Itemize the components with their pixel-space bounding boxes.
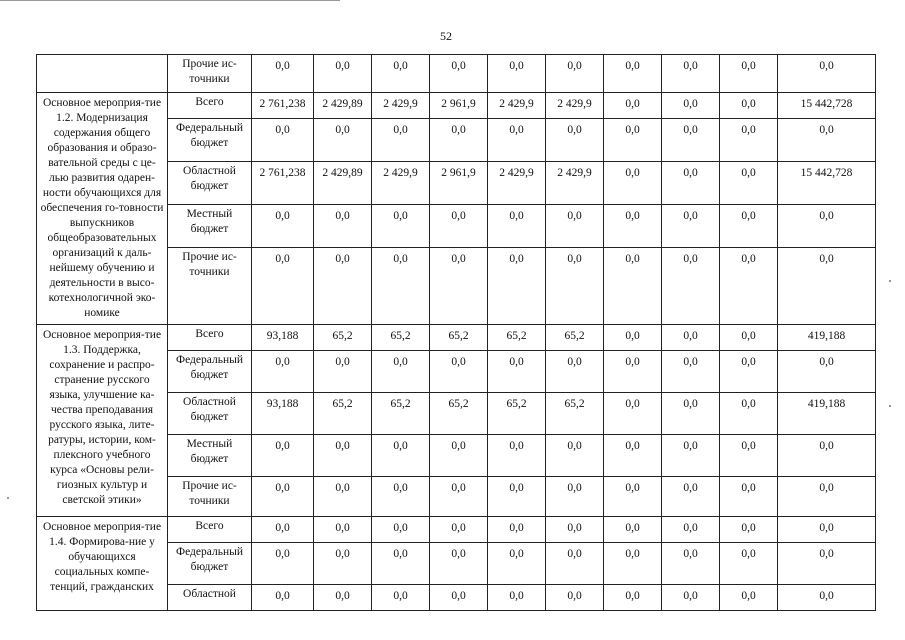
amount-cell: 65,2 <box>314 325 372 351</box>
amount-cell: 65,2 <box>546 393 604 435</box>
amount-cell: 0,0 <box>430 517 488 543</box>
amount-cell: 0,0 <box>488 585 546 611</box>
amount-cell: 0,0 <box>720 477 778 517</box>
amount-cell: 0,0 <box>604 162 662 205</box>
amount-cell: 0,0 <box>488 119 546 162</box>
amount-cell: 0,0 <box>662 543 720 585</box>
amount-cell: 0,0 <box>488 55 546 93</box>
amount-cell: 0,0 <box>720 55 778 93</box>
amount-cell: 0,0 <box>720 325 778 351</box>
amount-cell: 2 761,238 <box>252 93 314 119</box>
amount-cell: 0,0 <box>546 55 604 93</box>
activity-cell: Основное мероприя-тие 1.3. Поддержка, сохранение и распро-странение русского языка, улучшение ка-чества преподавания русского языка, лите-ратуры, истории, ком-плексного учебного курса «Основы рели-гиозных культур и светской этики» <box>37 325 168 517</box>
amount-cell: 0,0 <box>778 247 876 324</box>
activity-cell: Основное мероприя-тие 1.2. Модернизация содержания общего образования и образо-вательной среды с це-лью развития одарен-ности обучающихся для обеспечения го-товности выпускников общеобразовательных организаций к даль-нейшему обучению и деятельности в высо-котехнологичной эко-номике <box>37 93 168 325</box>
amount-cell: 0,0 <box>720 393 778 435</box>
table-row <box>37 517 876 543</box>
amount-cell: 0,0 <box>252 585 314 611</box>
amount-cell: 2 429,9 <box>546 162 604 205</box>
amount-cell: 0,0 <box>604 119 662 162</box>
amount-cell: 0,0 <box>372 477 430 517</box>
amount-cell: 0,0 <box>314 477 372 517</box>
amount-cell: 15 442,728 <box>778 93 876 119</box>
amount-cell: 0,0 <box>778 543 876 585</box>
amount-cell: 0,0 <box>314 247 372 324</box>
amount-cell: 419,188 <box>778 393 876 435</box>
table-body <box>37 55 876 611</box>
amount-cell: 0,0 <box>252 543 314 585</box>
amount-cell: 2 429,89 <box>314 93 372 119</box>
amount-cell: 0,0 <box>604 204 662 247</box>
funding-source-cell: Федеральный бюджет <box>168 543 252 585</box>
table-row <box>37 325 876 351</box>
funding-source-cell: Всего <box>168 517 252 543</box>
amount-cell: 65,2 <box>430 393 488 435</box>
amount-cell: 0,0 <box>488 517 546 543</box>
amount-cell: 0,0 <box>778 351 876 393</box>
funding-source-cell: Федеральный бюджет <box>168 119 252 162</box>
amount-cell: 0,0 <box>372 204 430 247</box>
amount-cell: 0,0 <box>252 247 314 324</box>
amount-cell: 2 429,9 <box>488 162 546 205</box>
amount-cell: 0,0 <box>546 204 604 247</box>
amount-cell: 0,0 <box>662 247 720 324</box>
amount-cell: 0,0 <box>314 204 372 247</box>
amount-cell: 0,0 <box>662 162 720 205</box>
amount-cell: 0,0 <box>372 351 430 393</box>
amount-cell: 0,0 <box>604 55 662 93</box>
amount-cell: 0,0 <box>778 204 876 247</box>
amount-cell: 65,2 <box>488 393 546 435</box>
amount-cell: 0,0 <box>372 543 430 585</box>
amount-cell: 0,0 <box>604 585 662 611</box>
amount-cell: 65,2 <box>372 325 430 351</box>
funding-source-cell: Областной бюджет <box>168 393 252 435</box>
amount-cell: 0,0 <box>604 435 662 477</box>
amount-cell: 0,0 <box>252 204 314 247</box>
funding-source-cell: Прочие ис-точники <box>168 477 252 517</box>
amount-cell: 65,2 <box>372 393 430 435</box>
funding-source-cell: Прочие ис-точники <box>168 247 252 324</box>
amount-cell: 0,0 <box>430 435 488 477</box>
amount-cell: 0,0 <box>252 351 314 393</box>
amount-cell: 2 429,9 <box>372 162 430 205</box>
funding-source-cell: Местный бюджет <box>168 204 252 247</box>
amount-cell: 0,0 <box>720 93 778 119</box>
scan-mark <box>889 280 891 282</box>
amount-cell: 65,2 <box>546 325 604 351</box>
scan-mark <box>7 497 9 499</box>
amount-cell: 0,0 <box>778 435 876 477</box>
amount-cell: 0,0 <box>720 162 778 205</box>
amount-cell: 0,0 <box>604 247 662 324</box>
amount-cell: 0,0 <box>252 435 314 477</box>
amount-cell: 0,0 <box>778 477 876 517</box>
amount-cell: 0,0 <box>488 543 546 585</box>
amount-cell: 0,0 <box>720 435 778 477</box>
amount-cell: 65,2 <box>430 325 488 351</box>
amount-cell: 65,2 <box>314 393 372 435</box>
amount-cell: 93,188 <box>252 393 314 435</box>
budget-table <box>36 54 876 611</box>
amount-cell: 0,0 <box>372 55 430 93</box>
funding-source-cell: Областной <box>168 585 252 611</box>
funding-source-cell: Областной бюджет <box>168 162 252 205</box>
amount-cell: 0,0 <box>252 55 314 93</box>
amount-cell: 0,0 <box>430 119 488 162</box>
activity-cell-empty <box>37 55 168 93</box>
amount-cell: 0,0 <box>546 477 604 517</box>
table-row <box>37 93 876 119</box>
amount-cell: 0,0 <box>778 517 876 543</box>
amount-cell: 0,0 <box>604 517 662 543</box>
amount-cell: 0,0 <box>546 351 604 393</box>
amount-cell: 0,0 <box>372 517 430 543</box>
amount-cell: 0,0 <box>778 585 876 611</box>
amount-cell: 0,0 <box>488 477 546 517</box>
amount-cell: 0,0 <box>488 435 546 477</box>
activity-cell: Основное мероприя-тие 1.4. Формирова-ние у обучающихся социальных компе-тенций, гражданских <box>37 517 168 611</box>
amount-cell: 0,0 <box>662 93 720 119</box>
amount-cell: 0,0 <box>314 55 372 93</box>
amount-cell: 2 761,238 <box>252 162 314 205</box>
amount-cell: 2 429,89 <box>314 162 372 205</box>
amount-cell: 2 429,9 <box>546 93 604 119</box>
amount-cell: 0,0 <box>488 247 546 324</box>
amount-cell: 0,0 <box>604 543 662 585</box>
amount-cell: 0,0 <box>488 204 546 247</box>
amount-cell: 0,0 <box>662 351 720 393</box>
amount-cell: 0,0 <box>488 351 546 393</box>
amount-cell: 0,0 <box>314 119 372 162</box>
amount-cell: 0,0 <box>546 517 604 543</box>
funding-source-cell: Прочие ис-точники <box>168 55 252 93</box>
amount-cell: 0,0 <box>372 435 430 477</box>
amount-cell: 65,2 <box>488 325 546 351</box>
amount-cell: 2 429,9 <box>372 93 430 119</box>
amount-cell: 419,188 <box>778 325 876 351</box>
amount-cell: 0,0 <box>778 55 876 93</box>
amount-cell: 0,0 <box>720 517 778 543</box>
amount-cell: 0,0 <box>662 585 720 611</box>
amount-cell: 0,0 <box>252 517 314 543</box>
amount-cell: 0,0 <box>546 247 604 324</box>
amount-cell: 15 442,728 <box>778 162 876 205</box>
amount-cell: 0,0 <box>604 325 662 351</box>
amount-cell: 0,0 <box>546 435 604 477</box>
amount-cell: 0,0 <box>546 543 604 585</box>
funding-source-cell: Всего <box>168 93 252 119</box>
amount-cell: 0,0 <box>430 247 488 324</box>
amount-cell: 0,0 <box>662 325 720 351</box>
amount-cell: 0,0 <box>430 55 488 93</box>
funding-source-cell: Федеральный бюджет <box>168 351 252 393</box>
amount-cell: 0,0 <box>430 351 488 393</box>
funding-source-cell: Всего <box>168 325 252 351</box>
amount-cell: 0,0 <box>314 351 372 393</box>
amount-cell: 0,0 <box>314 435 372 477</box>
amount-cell: 0,0 <box>720 204 778 247</box>
amount-cell: 0,0 <box>662 119 720 162</box>
scan-mark <box>889 405 891 407</box>
amount-cell: 0,0 <box>720 119 778 162</box>
amount-cell: 0,0 <box>430 477 488 517</box>
page-number: 52 <box>440 29 452 43</box>
table-row <box>37 55 876 93</box>
amount-cell: 0,0 <box>604 351 662 393</box>
amount-cell: 0,0 <box>430 585 488 611</box>
amount-cell: 0,0 <box>314 585 372 611</box>
amount-cell: 0,0 <box>720 543 778 585</box>
amount-cell: 0,0 <box>662 517 720 543</box>
amount-cell: 0,0 <box>604 393 662 435</box>
amount-cell: 0,0 <box>372 119 430 162</box>
amount-cell: 0,0 <box>662 477 720 517</box>
amount-cell: 0,0 <box>662 204 720 247</box>
amount-cell: 0,0 <box>252 119 314 162</box>
amount-cell: 0,0 <box>720 247 778 324</box>
amount-cell: 0,0 <box>662 55 720 93</box>
amount-cell: 0,0 <box>372 585 430 611</box>
amount-cell: 0,0 <box>430 543 488 585</box>
amount-cell: 0,0 <box>372 247 430 324</box>
amount-cell: 0,0 <box>662 393 720 435</box>
amount-cell: 0,0 <box>314 543 372 585</box>
amount-cell: 93,188 <box>252 325 314 351</box>
top-rule <box>0 0 340 1</box>
amount-cell: 0,0 <box>778 119 876 162</box>
amount-cell: 0,0 <box>720 351 778 393</box>
amount-cell: 2 429,9 <box>488 93 546 119</box>
amount-cell: 0,0 <box>720 585 778 611</box>
amount-cell: 0,0 <box>662 435 720 477</box>
amount-cell: 2 961,9 <box>430 162 488 205</box>
amount-cell: 0,0 <box>546 585 604 611</box>
amount-cell: 2 961,9 <box>430 93 488 119</box>
amount-cell: 0,0 <box>430 204 488 247</box>
amount-cell: 0,0 <box>252 477 314 517</box>
amount-cell: 0,0 <box>604 93 662 119</box>
amount-cell: 0,0 <box>546 119 604 162</box>
funding-source-cell: Местный бюджет <box>168 435 252 477</box>
amount-cell: 0,0 <box>314 517 372 543</box>
amount-cell: 0,0 <box>604 477 662 517</box>
